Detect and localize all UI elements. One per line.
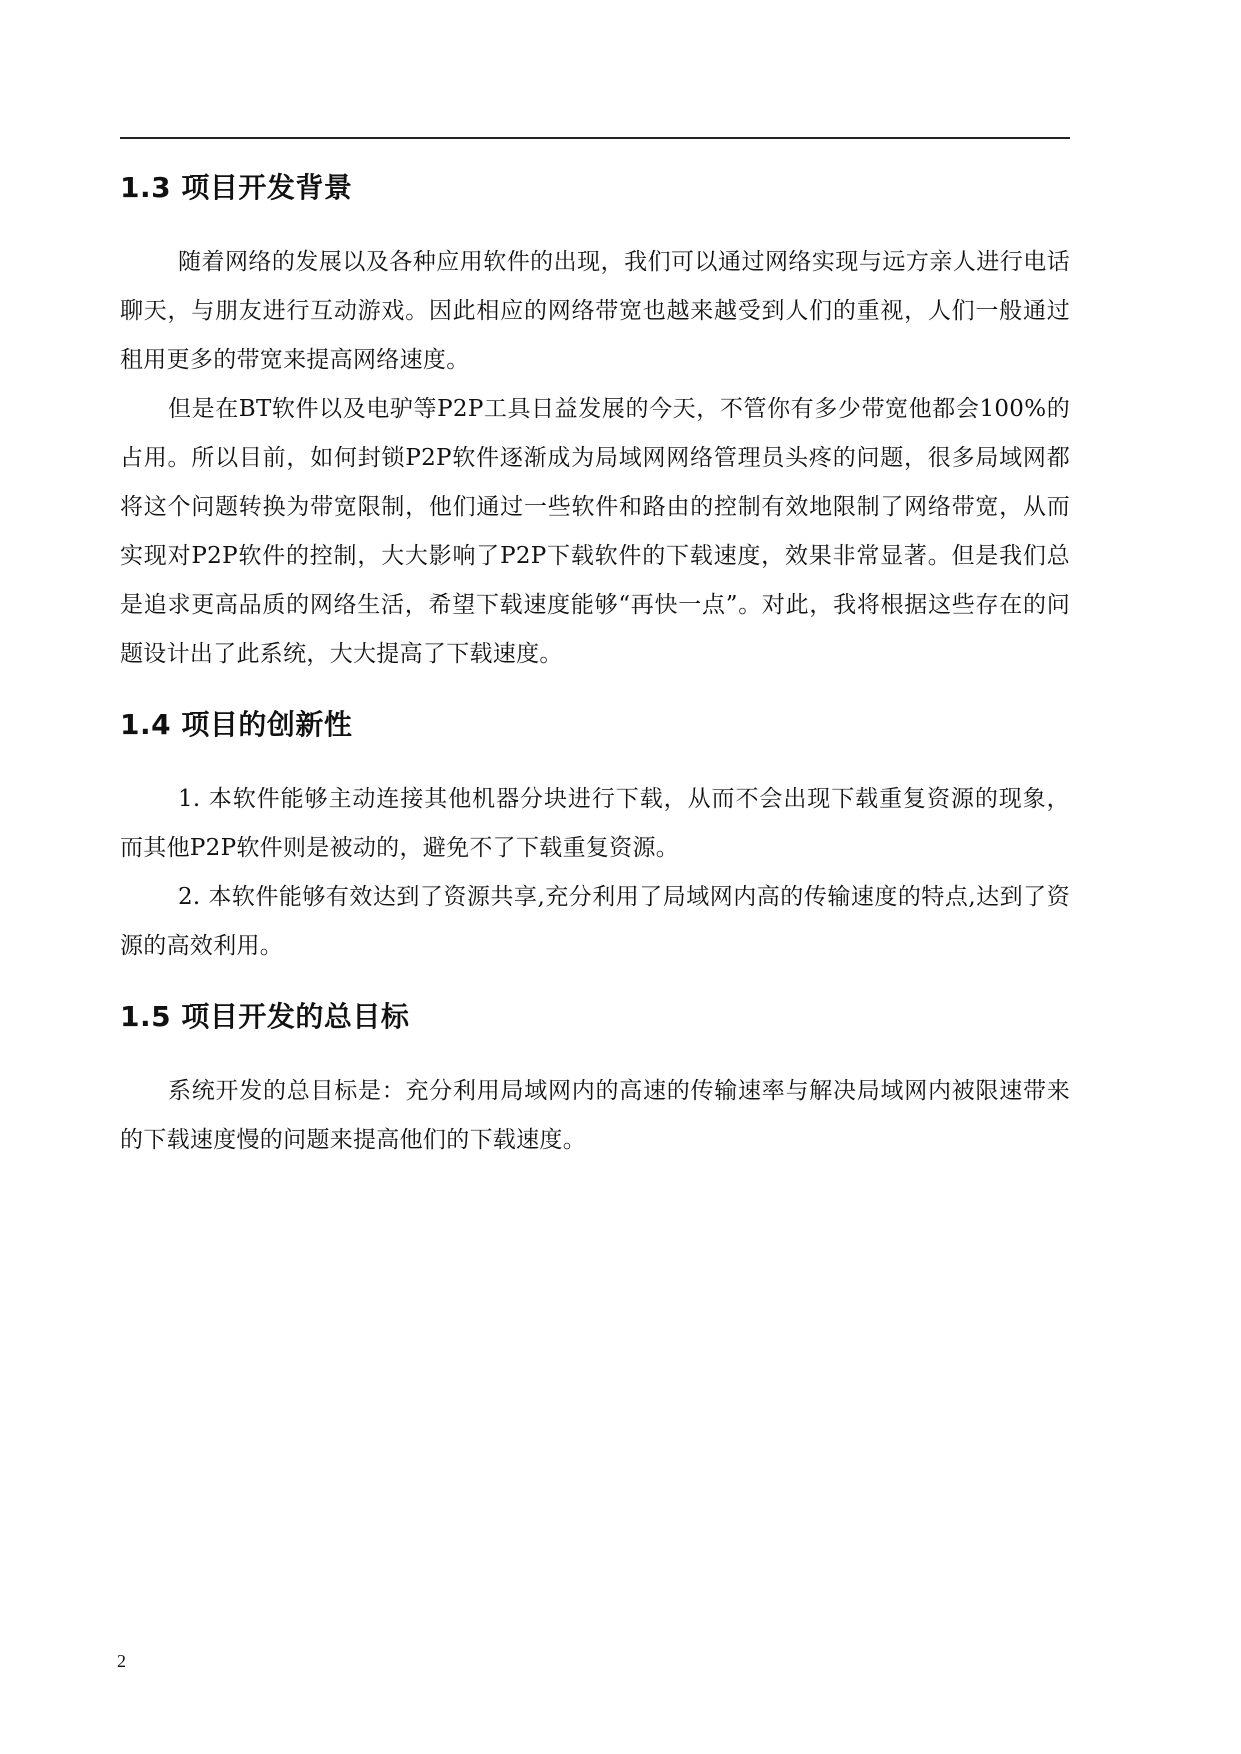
section-heading: 1.3 项目开发背景 (120, 171, 353, 204)
section-project-goal (120, 997, 1070, 1165)
page-number: 2 (117, 1651, 126, 1671)
section-project-background (120, 168, 1070, 679)
paragraph: 但是在BT软件以及电驴等P2P工具日益发展的今天，不管你有多少带宽他都会100%的占用。所以目前，如何封锁P2P软件逐渐成为局域网网络管理员头疼的问题，很多局域网都将这个问题转换为带宽限制，他们通过一些软件和路由的控制有效地限制了网络带宽，从而实现对P2P软件的控制，大大影响了P2P下载软件的下载速度，效果非常显著。但是我们总是追求更高品质的网络生活，希望下载速度能够“再快一点”。对此，我将根据这些存在的问题设计出了此系统，大大提高了下载速度。 (120, 396, 1070, 667)
section-heading: 1.4 项目的创新性 (120, 708, 353, 741)
paragraph: 随着网络的发展以及各种应用软件的出现，我们可以通过网络实现与远方亲人进行电话聊天，与朋友进行互动游戏。因此相应的网络带宽也越来越受到人们的重视，人们一般通过租用更多的带宽来提高网络速度。 (120, 249, 1070, 373)
section-heading: 1.5 项目开发的总目标 (120, 1000, 410, 1033)
list-item: 2. 本软件能够有效达到了资源共享,充分利用了局域网内高的传输速度的特点,达到了资源的高效利用。 (120, 884, 1070, 959)
list-item: 1. 本软件能够主动连接其他机器分块进行下载，从而不会出现下载重复资源的现象，而其他P2P软件则是被动的，避免不了下载重复资源。 (120, 786, 1070, 861)
section-project-innovation (120, 705, 1070, 971)
header-rule (120, 137, 1070, 139)
page-content (120, 168, 1070, 1165)
paragraph: 系统开发的总目标是：充分利用局域网内的高速的传输速率与解决局域网内被限速带来的下载速度慢的问题来提高他们的下载速度。 (120, 1078, 1070, 1153)
